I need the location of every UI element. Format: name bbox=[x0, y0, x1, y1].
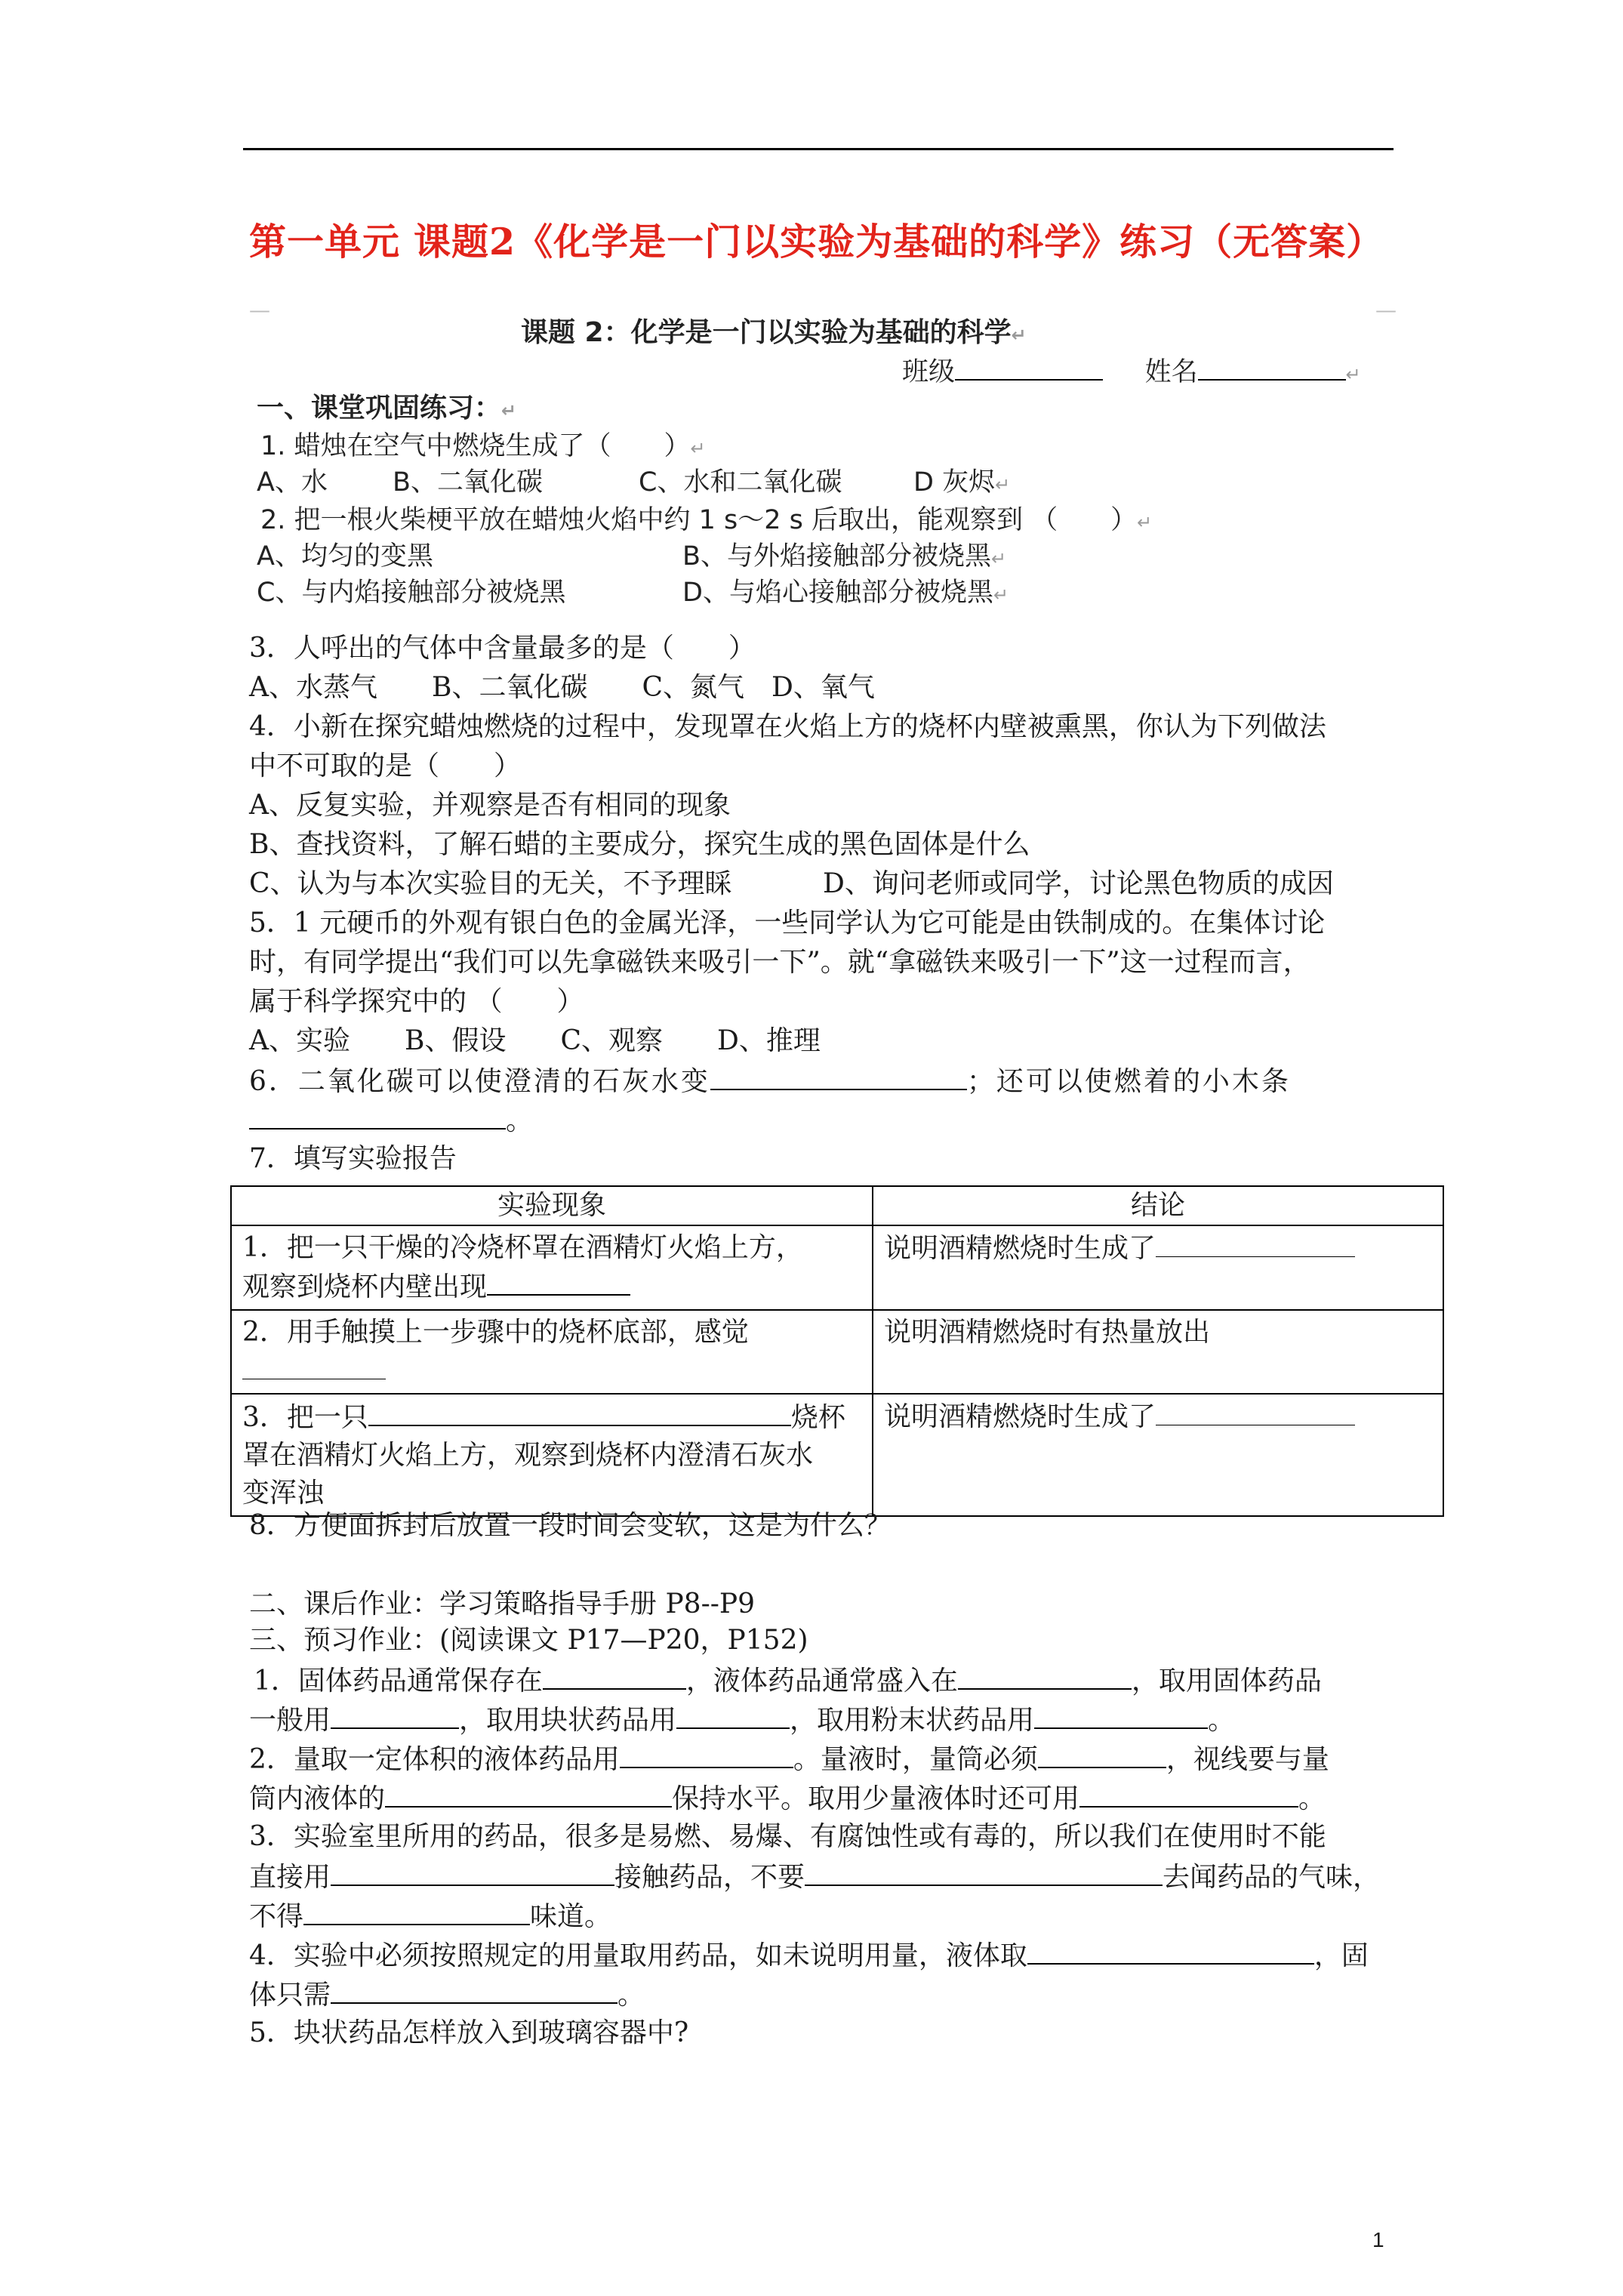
preview-3-line-1: 3．实验室里所用的药品，很多是易燃、易爆、有腐蚀性或有毒的，所以我们在使用时不能 bbox=[249, 1821, 1326, 1852]
p2-blank-4[interactable] bbox=[1079, 1779, 1298, 1808]
class-label: 班级 bbox=[902, 357, 956, 387]
return-mark: ↵ bbox=[995, 474, 1011, 495]
question-5-line-2: 时，有同学提出“我们可以先拿磁铁来吸引一下”。就“拿磁铁来吸引一下”这一过程而言， bbox=[249, 947, 1310, 978]
question-1-option-d bbox=[913, 464, 1010, 504]
p1-blank-4[interactable] bbox=[676, 1700, 790, 1729]
p1-blank-1[interactable] bbox=[543, 1661, 686, 1690]
return-mark: ↵ bbox=[991, 548, 1007, 569]
preview-3-text-c: 接触药品，不要 bbox=[614, 1862, 805, 1893]
preview-4-text-a: 4．实验中必须按照规定的用量取用药品，如未说明用量，液体取 bbox=[249, 1940, 1027, 1971]
header-rule bbox=[243, 148, 1394, 150]
preview-3-line-3 bbox=[249, 1897, 611, 1936]
question-3-options: A、水蒸气 B、二氧化碳 C、氮气 D、氧气 bbox=[249, 672, 875, 703]
row-3-phenomenon-a bbox=[242, 1398, 861, 1437]
row-3-phenomenon-d: 变浑浊 bbox=[242, 1478, 325, 1509]
p4-blank-2[interactable] bbox=[331, 1975, 617, 2004]
table-cell-conclusion bbox=[873, 1394, 1443, 1516]
preview-1-line-2 bbox=[249, 1700, 1235, 1740]
worksheet-title bbox=[521, 311, 1027, 350]
row-2-blank[interactable] bbox=[242, 1351, 386, 1379]
p2-blank-2[interactable] bbox=[1038, 1740, 1166, 1768]
question-7: 7．填写实验报告 bbox=[249, 1143, 457, 1174]
table-cell-phenomenon bbox=[231, 1394, 873, 1516]
question-2-text: 2. 把一根火柴梗平放在蜡烛火焰中约 1 s～2 s 后取出，能观察到 （ ） bbox=[260, 505, 1138, 535]
question-2-option-d-text: D、与焰心接触部分被烧黑 bbox=[682, 578, 993, 608]
preview-3-text-b: 直接用 bbox=[249, 1862, 331, 1893]
p2-blank-3[interactable] bbox=[385, 1779, 672, 1808]
question-1-option-d-text: D 灰烬 bbox=[913, 467, 996, 498]
question-5-line-3: 属于科学探究中的 （ ） bbox=[249, 986, 584, 1017]
p4-blank-1[interactable] bbox=[1027, 1936, 1314, 1965]
preview-4-text-d: 。 bbox=[617, 1980, 645, 2011]
question-4-line-2: 中不可取的是（ ） bbox=[249, 750, 522, 781]
dash-mark-left: — bbox=[249, 297, 270, 322]
table-header-phenomenon: 实验现象 bbox=[231, 1186, 873, 1225]
row-1-blank[interactable] bbox=[487, 1267, 630, 1296]
name-blank[interactable] bbox=[1198, 352, 1346, 381]
table-cell-conclusion: 说明酒精燃烧时有热量放出 bbox=[873, 1310, 1443, 1394]
section-3-heading: 三、预习作业：(阅读课文 P17—P20，P152) bbox=[249, 1625, 808, 1656]
preview-5: 5．块状药品怎样放入到玻璃容器中? bbox=[249, 2017, 689, 2048]
question-6-line-1 bbox=[249, 1062, 1291, 1101]
question-2-option-b-text: B、与外焰接触部分被烧黑 bbox=[682, 541, 992, 572]
preview-3-text-f: 味道。 bbox=[530, 1901, 612, 1932]
question-1-text: 1. 蜡烛在空气中燃烧生成了（ ） bbox=[260, 431, 691, 461]
p3-blank-1[interactable] bbox=[331, 1857, 614, 1886]
row-1-conclusion-blank[interactable] bbox=[1156, 1229, 1355, 1257]
preview-2-text-d: 筒内液体的 bbox=[249, 1783, 386, 1814]
question-6-end: 。 bbox=[506, 1105, 534, 1136]
preview-4-line-1 bbox=[249, 1936, 1369, 1975]
table-row bbox=[231, 1394, 1443, 1516]
preview-2-line-2 bbox=[249, 1779, 1326, 1818]
return-mark: ↵ bbox=[993, 584, 1009, 606]
section-1-text: 一、课堂巩固练习： bbox=[257, 393, 502, 424]
row-1-phenomenon-b-text: 观察到烧杯内壁出现 bbox=[242, 1271, 488, 1302]
p2-blank-1[interactable] bbox=[620, 1740, 793, 1768]
question-4-line-1: 4．小新在探究蜡烛燃烧的过程中，发现罩在火焰上方的烧杯内壁被熏黑，你认为下列做法 bbox=[249, 711, 1326, 742]
preview-3-line-2 bbox=[249, 1857, 1380, 1897]
p3-blank-2[interactable] bbox=[805, 1857, 1163, 1886]
p1-blank-2[interactable] bbox=[958, 1661, 1132, 1690]
row-3-phenomenon-a-text: 3．把一只 bbox=[242, 1402, 368, 1433]
question-1-option-b: B、二氧化碳 bbox=[393, 467, 544, 498]
row-2-phenomenon: 2．用手触摸上一步骤中的烧杯底部，感觉 bbox=[242, 1317, 749, 1348]
q6-blank-1[interactable] bbox=[710, 1062, 967, 1090]
preview-4-text-b: ，固 bbox=[1313, 1940, 1369, 1971]
question-8: 8．方便面拆封后放置一段时间会变软，这是为什么？ bbox=[249, 1510, 892, 1541]
return-mark: ↵ bbox=[1137, 512, 1153, 533]
return-mark: ↵ bbox=[1011, 325, 1027, 346]
question-6-line-2 bbox=[249, 1101, 533, 1140]
question-3: 3．人呼出的气体中含量最多的是（ ） bbox=[249, 633, 756, 664]
p1-blank-5[interactable] bbox=[1034, 1700, 1208, 1729]
experiment-report-table bbox=[230, 1185, 1444, 1517]
question-2 bbox=[260, 501, 1152, 541]
question-2-option-a: A、均匀的变黑 bbox=[257, 541, 433, 572]
row-1-phenomenon-a: 1．把一只干燥的冷烧杯罩在酒精灯火焰上方， bbox=[242, 1232, 803, 1263]
preview-2-text-f: 。 bbox=[1298, 1783, 1326, 1814]
worksheet-title-text: 课题 2：化学是一门以实验为基础的科学 bbox=[521, 317, 1012, 348]
question-2-option-c: C、与内焰接触部分被烧黑 bbox=[257, 578, 566, 608]
section-1-heading bbox=[257, 390, 516, 430]
return-mark: ↵ bbox=[501, 400, 517, 421]
row-3-phenomenon-c: 罩在酒精灯火焰上方，观察到烧杯内澄清石灰水 bbox=[242, 1440, 814, 1471]
question-4-option-b: B、查找资料，了解石蜡的主要成分，探究生成的黑色固体是什么 bbox=[249, 829, 1030, 860]
dash-mark-right: — bbox=[1375, 297, 1397, 322]
row-3-phenomenon-b-text: 烧杯 bbox=[790, 1402, 845, 1433]
table-header-conclusion: 结论 bbox=[873, 1186, 1443, 1225]
page-number: 1 bbox=[1372, 2228, 1384, 2251]
preview-2-text-a: 2．量取一定体积的液体药品用 bbox=[249, 1744, 620, 1775]
class-name-line bbox=[902, 352, 1361, 393]
question-1-option-a: A、水 bbox=[257, 467, 328, 498]
question-1 bbox=[260, 427, 706, 467]
preview-1-text-a: 1．固体药品通常保存在 bbox=[254, 1666, 543, 1697]
preview-3-text-e: 不得 bbox=[249, 1901, 304, 1932]
question-5-line-1: 5．1 元硬币的外观有银白色的金属光泽，一些同学认为它可能是由铁制成的。在集体讨论 bbox=[249, 908, 1326, 938]
table-cell-phenomenon bbox=[231, 1310, 873, 1394]
preview-2-text-e: 保持水平。取用少量液体时还可用 bbox=[672, 1783, 1080, 1814]
preview-2-line-1 bbox=[249, 1740, 1329, 1779]
table-cell-conclusion bbox=[873, 1225, 1443, 1310]
row-1-phenomenon-b bbox=[242, 1267, 861, 1306]
question-6-text-a: 6．二氧化碳可以使澄清的石灰水变 bbox=[249, 1066, 710, 1097]
document-title: 第一单元 课题2《化学是一门以实验为基础的科学》练习（无答案） bbox=[249, 220, 1384, 264]
question-2-option-b bbox=[682, 538, 1006, 578]
table-row bbox=[231, 1310, 1443, 1394]
preview-2-text-c: ，视线要与量 bbox=[1166, 1744, 1329, 1775]
p3-blank-3[interactable] bbox=[303, 1897, 530, 1925]
preview-1-text-f: ，取用粉末状药品用 bbox=[790, 1705, 1035, 1736]
question-1-option-c: C、水和二氧化碳 bbox=[639, 467, 842, 498]
preview-4-line-2 bbox=[249, 1975, 645, 2014]
q6-blank-2[interactable] bbox=[249, 1101, 506, 1130]
preview-1-text-c: ，取用固体药品 bbox=[1131, 1666, 1322, 1697]
preview-1-text-e: ，取用块状药品用 bbox=[459, 1705, 677, 1736]
row-1-conclusion-text: 说明酒精燃烧时生成了 bbox=[884, 1233, 1156, 1264]
return-mark: ↵ bbox=[690, 438, 706, 459]
question-2-option-d bbox=[682, 574, 1009, 614]
question-4-option-d: D、询问老师或同学，讨论黑色物质的成因 bbox=[823, 868, 1334, 899]
name-label: 姓名 bbox=[1144, 357, 1198, 387]
section-2-heading: 二、课后作业：学习策略指导手册 P8--P9 bbox=[249, 1589, 756, 1620]
table-cell-phenomenon bbox=[231, 1225, 873, 1310]
row-3-conclusion-blank[interactable] bbox=[1156, 1398, 1355, 1425]
preview-1-text-g: 。 bbox=[1208, 1705, 1236, 1736]
class-blank[interactable] bbox=[955, 352, 1103, 381]
preview-1-text-d: 一般用 bbox=[249, 1705, 331, 1736]
table-header-row bbox=[231, 1186, 1443, 1225]
question-4-option-a: A、反复实验，并观察是否有相同的现象 bbox=[249, 790, 731, 821]
preview-2-text-b: 。量液时，量筒必须 bbox=[793, 1744, 1038, 1775]
question-5-options: A、实验 B、假设 C、观察 D、推理 bbox=[249, 1025, 821, 1056]
preview-4-text-c: 体只需 bbox=[249, 1980, 331, 2011]
question-4-option-c: C、认为与本次实验目的无关，不予理睬 bbox=[249, 868, 732, 899]
row-3-conclusion-text: 说明酒精燃烧时生成了 bbox=[884, 1401, 1156, 1432]
return-mark: ↵ bbox=[1345, 364, 1361, 385]
row-3-blank[interactable] bbox=[368, 1398, 791, 1426]
question-6-text-b: ；还可以使燃着的小木条 bbox=[966, 1066, 1291, 1097]
p1-blank-3[interactable] bbox=[331, 1700, 459, 1729]
preview-3-text-d: 去闻药品的气味， bbox=[1163, 1862, 1381, 1893]
table-row bbox=[231, 1225, 1443, 1310]
preview-1-line-1 bbox=[254, 1661, 1322, 1700]
preview-1-text-b: ，液体药品通常盛入在 bbox=[685, 1666, 958, 1697]
